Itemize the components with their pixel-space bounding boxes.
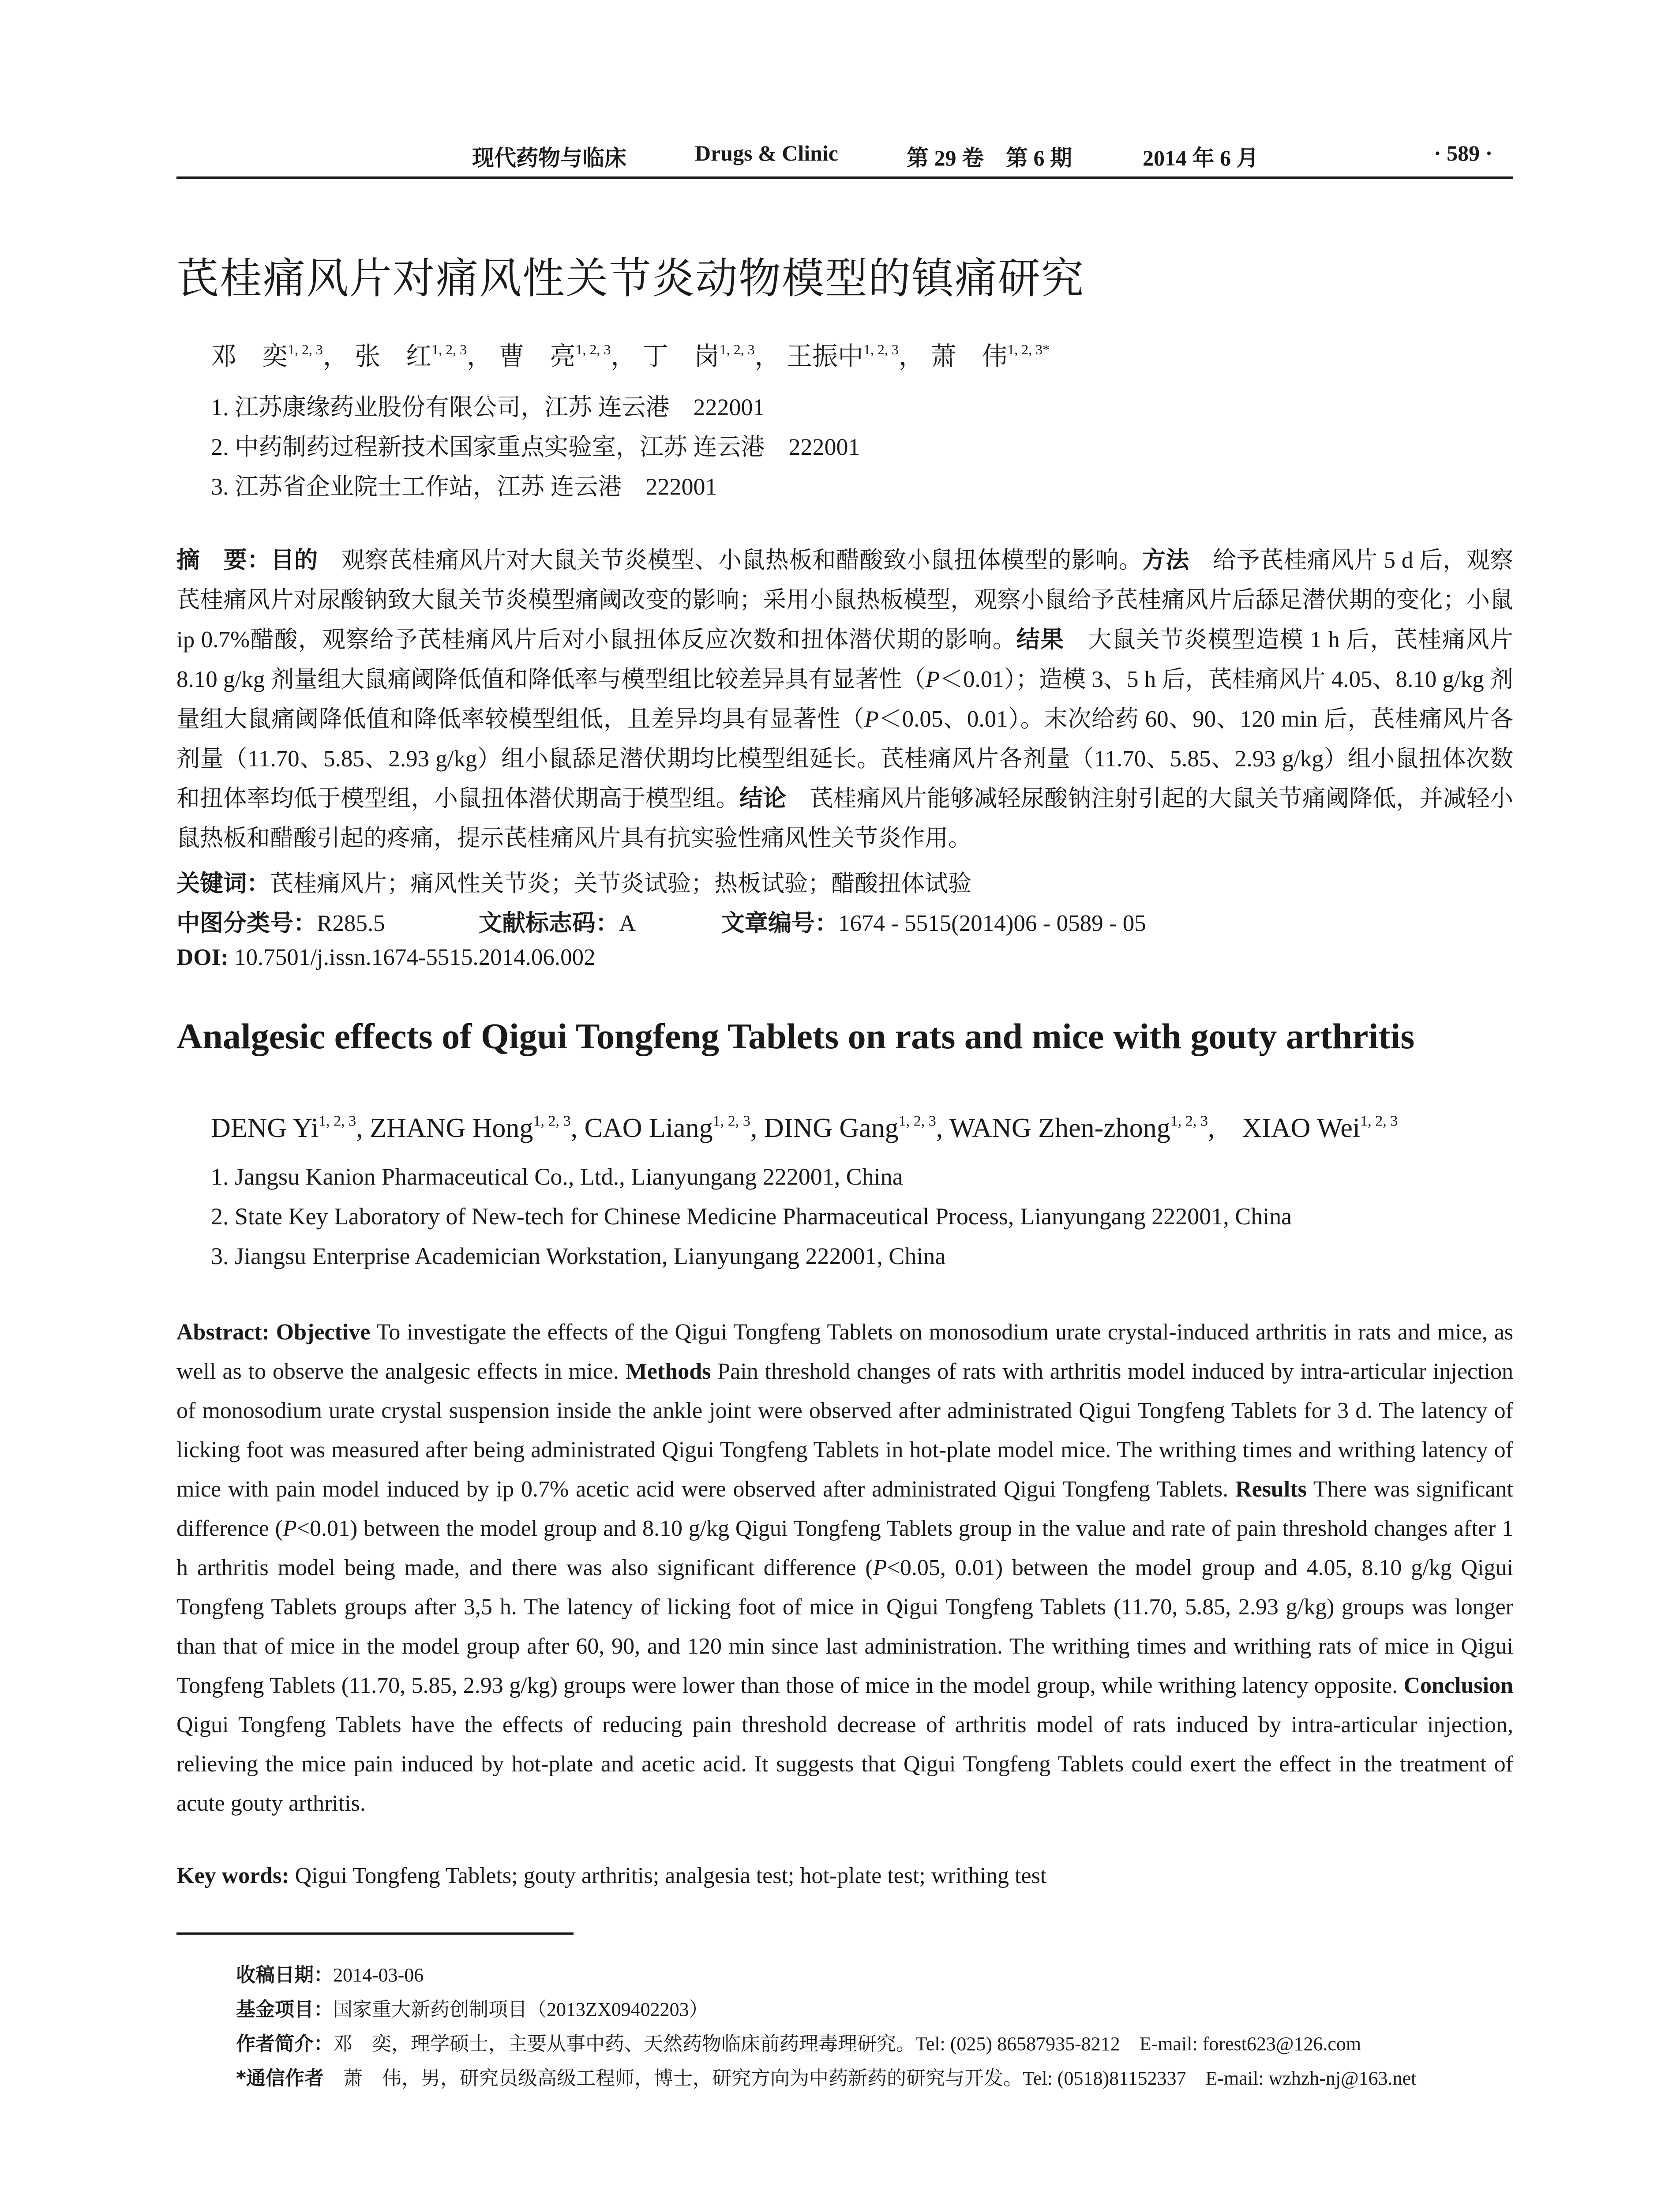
journal-name-en: Drugs & Clinic <box>695 141 838 165</box>
affiliation-en: 1. Jangsu Kanion Pharmaceutical Co., Ltd., Lianyungang 222001, China <box>211 1163 903 1190</box>
author-cn: 曹 亮$^{1, 2, 3}$ <box>499 342 611 371</box>
author-cn: 丁 岗$^{1, 2, 3}$ <box>642 342 755 371</box>
keywords-en: Key words: Qigui Tongfeng Tablets; gouty arthritis; analgesia test; hot-plate test; writhing test <box>176 1863 1047 1888</box>
keywords-cn: 关键词：芪桂痛风片；痛风性关节炎；关节炎试验；热板试验；醋酸扭体试验 <box>176 870 971 897</box>
results-label-en: Results <box>1235 1477 1307 1502</box>
author-cn: 张 红$^{1, 2, 3}$ <box>355 342 467 371</box>
affiliation-cn: 2. 中药制药过程新技术国家重点实验室，江苏 连云港 222001 <box>211 434 860 460</box>
article-number: 文章编号：1674 - 5515(2014)06 - 0589 - 05 <box>721 910 1146 937</box>
author-cn: 萧 伟$^{1, 2, 3*}$ <box>930 342 1050 371</box>
footnote-author: 作者简介：邓 奕，理学硕士，主要从事中药、天然药物临床前药理毒理研究。Tel: (025) 86587935-8212 E-mail: forest623@126.com <box>236 2033 1361 2055</box>
author-en: XIAO Wei$^{1, 2, 3}$ <box>1242 1113 1398 1143</box>
doi: DOI: 10.7501/j.issn.1674-5515.2014.06.002 <box>176 945 596 970</box>
methods-label-cn: 方法 <box>1142 547 1189 574</box>
footnote-fund: 基金项目：国家重大新药创制项目（2013ZX09402203） <box>236 1998 709 2021</box>
document-code: 文献标志码：A <box>479 910 636 937</box>
conclusion-label-en: Conclusion <box>1403 1673 1513 1698</box>
conclusion-label-cn: 结论 <box>739 785 787 812</box>
title-en: Analgesic effects of Qigui Tongfeng Tablets on rats and mice with gouty arthritis <box>176 1016 1415 1056</box>
authors-en <box>211 1113 1398 1144</box>
objective-label-cn: 目的 <box>270 547 318 574</box>
footnote-rule <box>176 1932 574 1935</box>
author-en: ZHANG Hong$^{1, 2, 3}$, <box>370 1113 585 1143</box>
author-en: DENG Yi$^{1, 2, 3}$, <box>211 1113 370 1143</box>
author-en: WANG Zhen-zhong$^{1, 2, 3}$, <box>949 1113 1242 1143</box>
affiliation-cn: 3. 江苏省企业院士工作站，江苏 连云港 222001 <box>211 473 717 500</box>
methods-label-en: Methods <box>625 1359 711 1384</box>
title-cn: 芪桂痛风片对痛风性关节炎动物模型的镇痛研究 <box>176 254 1084 303</box>
volume-issue: 第 29 卷 第 6 期 <box>907 146 1072 170</box>
page-number: · 589 · <box>1434 141 1493 165</box>
author-cn: 邓 奕$^{1, 2, 3}$ <box>211 342 323 371</box>
clc-code: 中图分类号：R285.5 <box>176 910 385 937</box>
author-en: DING Gang$^{1, 2, 3}$, <box>764 1113 949 1143</box>
author-en: CAO Liang$^{1, 2, 3}$, <box>584 1113 764 1143</box>
results-label-cn: 结果 <box>1016 626 1065 653</box>
issue-date: 2014 年 6 月 <box>1143 146 1259 170</box>
affiliation-cn: 1. 江苏康缘药业股份有限公司，江苏 连云港 222001 <box>211 394 765 420</box>
author-cn: 王振中$^{1, 2, 3}$ <box>787 342 899 371</box>
abstract-label-cn: 摘 要： <box>176 547 271 574</box>
affiliation-en: 2. State Key Laboratory of New-tech for Chinese Medicine Pharmaceutical Process, Lianyungang 222001, China <box>211 1203 1292 1230</box>
footnote-received: 收稿日期：2014-03-06 <box>236 1964 424 1986</box>
objective-label-en: Objective <box>276 1320 371 1345</box>
footnote-corresponding: *通信作者 萧 伟，男，研究员级高级工程师，博士，研究方向为中药新药的研究与开发。Tel: (0518)81152337 E-mail: wzhzh-nj@163.net <box>236 2067 1417 2090</box>
abstract-label-en: Abstract: <box>176 1320 276 1345</box>
affiliation-en: 3. Jiangsu Enterprise Academician Workstation, Lianyungang 222001, China <box>211 1243 946 1269</box>
header-rule <box>176 176 1513 179</box>
authors-cn: 邓 奕$^{1, 2, 3}$， 张 红$^{1, 2, 3}$， 曹 亮$^{1, 2, 3}$， 丁 岗$^{1, 2, 3}$， 王振中$^{1, 2, 3}$， 萧 伟$^{1, 2, 3*}$ <box>211 342 1050 371</box>
abstract-en: Abstract: Objective To investigate the effects of the Qigui Tongfeng Tablets on monosodium urate crystal-induced arthritis in rats and mice, as well as to observe the analgesic effects in mice. Methods Pain threshold changes of rats with arthritis model induced by intra-articular injection of monosodium urate crystal suspension inside the ankle joint were observed after administrated Qigui Tongfeng Tablets for 3 d. The latency of licking foot was measured after being administrated Qigui Tongfeng Tablets in hot-plate model mice. The writhing times and writhing latency of mice with pain model induced by ip 0.7% acetic acid were observed after administrated Qigui Tongfeng Tablets. Results There was significant difference (P<0.01) between the model group and 8.10 g/kg Qigui Tongfeng Tablets group in the value and rate of pain threshold changes after 1 h arthritis model being made, and there was also significant difference (P<0.05, 0.01) between the model group and 4.05, 8.10 g/kg Qigui Tongfeng Tablets groups after 3,5 h. The latency of licking foot of mice in Qigui Tongfeng Tablets (11.70, 5.85, 2.93 g/kg) groups was longer than that of mice in the model group after 60, 90, and 120 min since last administration. The writhing times and writhing rats of mice in Qigui Tongfeng Tablets (11.70, 5.85, 2.93 g/kg) groups were lower than those of mice in the model group, while writhing latency opposite. Conclusion Qigui Tongfeng Tablets have the effects of reducing pain threshold decrease of arthritis model of rats induced by intra-articular injection, relieving the mice pain induced by hot-plate and acetic acid. It suggests that Qigui Tongfeng Tablets could exert the effect in the treatment of acute gouty arthritis. <box>176 1320 1514 1816</box>
abstract-cn: 摘 要：目的 观察芪桂痛风片对大鼠关节炎模型、小鼠热板和醋酸致小鼠扭体模型的影响。方法 给予芪桂痛风片 5 d 后，观察芪桂痛风片对尿酸钠致大鼠关节炎模型痛阈改变的影响；采用小鼠热板模型，观察小鼠给予芪桂痛风片后舔足潜伏期的变化；小鼠 ip 0.7%醋酸，观察给予芪桂痛风片后对小鼠扭体反应次数和扭体潜伏期的影响。结果 大鼠关节炎模型造模 1 h 后，芪桂痛风片 8.10 g/kg 剂量组大鼠痛阈降低值和降低率与模型组比较差异具有显著性（P＜0.01）；造模 3、5 h 后，芪桂痛风片 4.05、8.10 g/kg 剂量组大鼠痛阈降低值和降低率较模型组低，且差异均具有显著性（P＜0.05、0.01）。末次给药 60、90、120 min 后，芪桂痛风片各剂量（11.70、5.85、2.93 g/kg）组小鼠舔足潜伏期均比模型组延长。芪桂痛风片各剂量（11.70、5.85、2.93 g/kg）组小鼠扭体次数和扭体率均低于模型组，小鼠扭体潜伏期高于模型组。结论 芪桂痛风片能够减轻尿酸钠注射引起的大鼠关节痛阈降低，并减轻小鼠热板和醋酸引起的疼痛，提示芪桂痛风片具有抗实验性痛风性关节炎作用。 <box>176 547 1514 851</box>
journal-name-cn: 现代药物与临床 <box>472 146 626 170</box>
